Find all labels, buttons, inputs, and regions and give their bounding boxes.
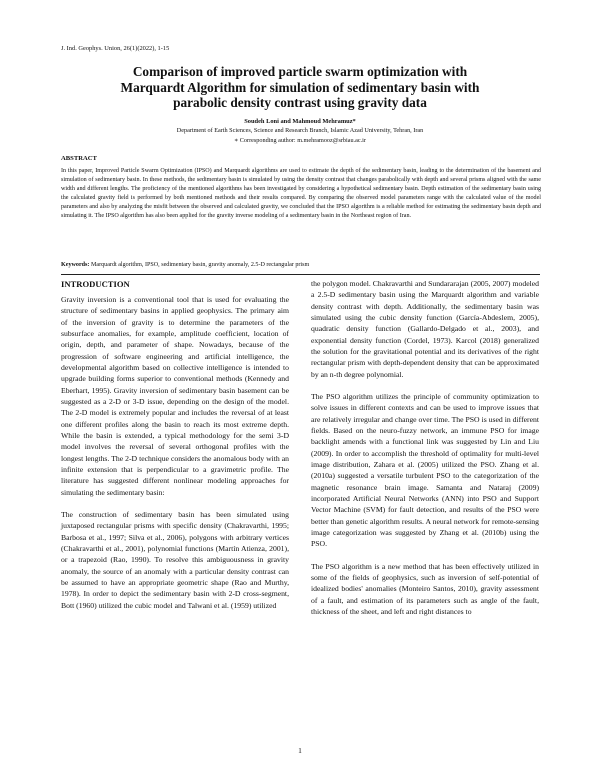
author-affiliation: Department of Earth Sciences, Science and Research Branch, Islamic Azad University, Tehran, Iran — [176, 127, 424, 134]
keywords — [61, 262, 541, 268]
left-column — [61, 278, 289, 622]
title-line-3: parabolic density contrast using gravity data — [173, 95, 427, 110]
section-divider — [61, 274, 540, 275]
keywords-list: Marquardt algorithm, IPSO, sedimentary basin, gravity anomaly, 2.5-D rectangular prism — [89, 262, 310, 268]
abstract-text: In this paper, Improved Particle Swarm Optimization (IPSO) and Marquardt algorithms are used to estimate the depth of the sedimentary basin, leading to the determination of the basement and simulation of sedimentary basin. In these methods, the sedimentary basin is simulated by using the density contrast that changes parabolically with depth and several prisms aligned with the same width and different lengths. The proficiency of the mentioned algorithms has been investigated by considering a hypothetical sedimentary basin. Depth estimation of the sedimentary basin using the calculated gravity field is performed by both mentioned methods and their results compared. By comparing the observed model parameters range with the calculated value of the model parameters and also by analyzing the misfit between the observed and calculated gravity, we concluded that the IPSO algorithm is a reliable method for estimating the sedimentary basin depth and simulating it. The IPSO algorithm has also been applied for the gravity inverse modeling of a sedimentary basin in the Northeast region of Iran. — [61, 168, 541, 220]
paragraph: the polygon model. Chakravarthi and Sundararajan (2005, 2007) modeled a 2.5-D sedimentary basin using the Marquardt algorithm and variable density contrast with depth. Additionally, the sedimentary basin was simulated using the cubic density function (García-Abdeslem, 2005), quadratic density function (Gallardo-Delgado et al., 2003), and exponential density function (Cordel, 1973). Karcol (2018) generalized the solution for the gravitational potential and its derivatives of the right rectangular prism with depth-dependent density that can be approximated by an n-th degree polynomial. — [311, 279, 539, 379]
journal-citation: J. Ind. Geophys. Union, 26(1)(2022), 1-15 — [61, 45, 170, 52]
title-line-2: Marquardt Algorithm for simulation of sedimentary basin with — [120, 79, 480, 95]
introduction-heading: INTRODUCTION — [61, 279, 130, 289]
abstract-heading: ABSTRACT — [61, 155, 97, 162]
page-number: 1 — [298, 746, 302, 755]
author-list: Soudeh Loni and Mahmoud Mehramuz* — [244, 118, 356, 125]
corresponding-author: ∗ Corresponding author: m.mehramooz@srbiau.ac.ir — [234, 137, 366, 144]
right-column — [311, 278, 539, 628]
paragraph: Gravity inversion is a conventional tool that is used for evaluating the structure of sedimentary basins in applied geophysics. The primary aim of the inversion of gravity is to determine the parameters of the subsurface anomalies, for example, amplitude coefficient, location of origin, depth, and parameter of shape. Nowadays, because of the progression of software engineering and artificial intelligence, the developmental algorithm based on collective intelligence is intended to upgrade building forms superior to conventional methods (Kennedy and Eberhart, 1995). Gravity inversion of sedimentary basin basement can be suggested as a 2-D or 3-D issue, depending on the design of the model. The 2-D model is extremely popular and includes the reversal of at least one different profiles along the basin to reach its most extreme depth. While the basin is extended, a typical methodology for the semi 3-D model involves the reversal of several orthogonal profiles with the longest lengths. The 2-D technique considers the anomalous body with an infinite extension that is perpendicular to a gravimetric profile. The literature has suggested different nonlinear modeling approaches for simulating the sedimentary basin: — [61, 295, 289, 497]
paragraph: The construction of sedimentary basin has been simulated using juxtaposed rectangular prisms with specific density (Chakravarthi, 1995; Barbosa et al., 1997; Silva et al., 2006), polygons with arbitrary vertices (Chakravarthi et al., 2001), polynomial functions (Martín Atienza, 2001), or a trapezoid (Rao, 1990). To resolve this ambiguousness in gravity anomaly, the source of an anomaly with a particular density contrast can be assumed to have an appropriate geometric shape (Rao and Murthy, 1978). In order to depict the sedimentary basin with 2-D cross-segment, Bott (1960) utilized the cubic model and Talwani et al. (1959) utilized — [61, 509, 289, 610]
paper-title — [90, 64, 510, 111]
paragraph: The PSO algorithm utilizes the principle of community optimization to solve issues in different contexts and can be used to improve issues that are relatively irregular and change over time. The PSO is used in different fields. Based on the neuro-fuzzy network, an immune PSO for image backlight amends with a functional link was suggested by Lin and Liu (2009). In order to accomplish the threshold of optimality for multi-level image distribution, Zahara et al. (2005) utilized the PSO. Zhang et al. (2010a) suggested a versatile turbulent PSO to the categorization of the magnetic resonance brain image. Samanta and Nataraj (2009) incorporated Artificial Neural Networks (ANN) into PSO and Support Vector Machine (SVM) for fault detection, and results of the PSO were better than genetic algorithm results. A neural network for remote-sensing image categorization was suggested by Zhang et al. (2010b) using the PSO. — [311, 391, 539, 549]
paragraph: The PSO algorithm is a new method that has been effectively utilized in some of the fields of geophysics, such as inversion of self-potential of idealized bodies' anomalies (Monteiro Santos, 2010), gravity assessment of a fault, and estimation of its parameters such as angle of the fault, thickness of the sheet, and left and right distances to — [311, 561, 539, 616]
title-line-1: Comparison of improved particle swarm optimization with — [132, 64, 468, 79]
keywords-label: Keywords: — [61, 262, 90, 268]
